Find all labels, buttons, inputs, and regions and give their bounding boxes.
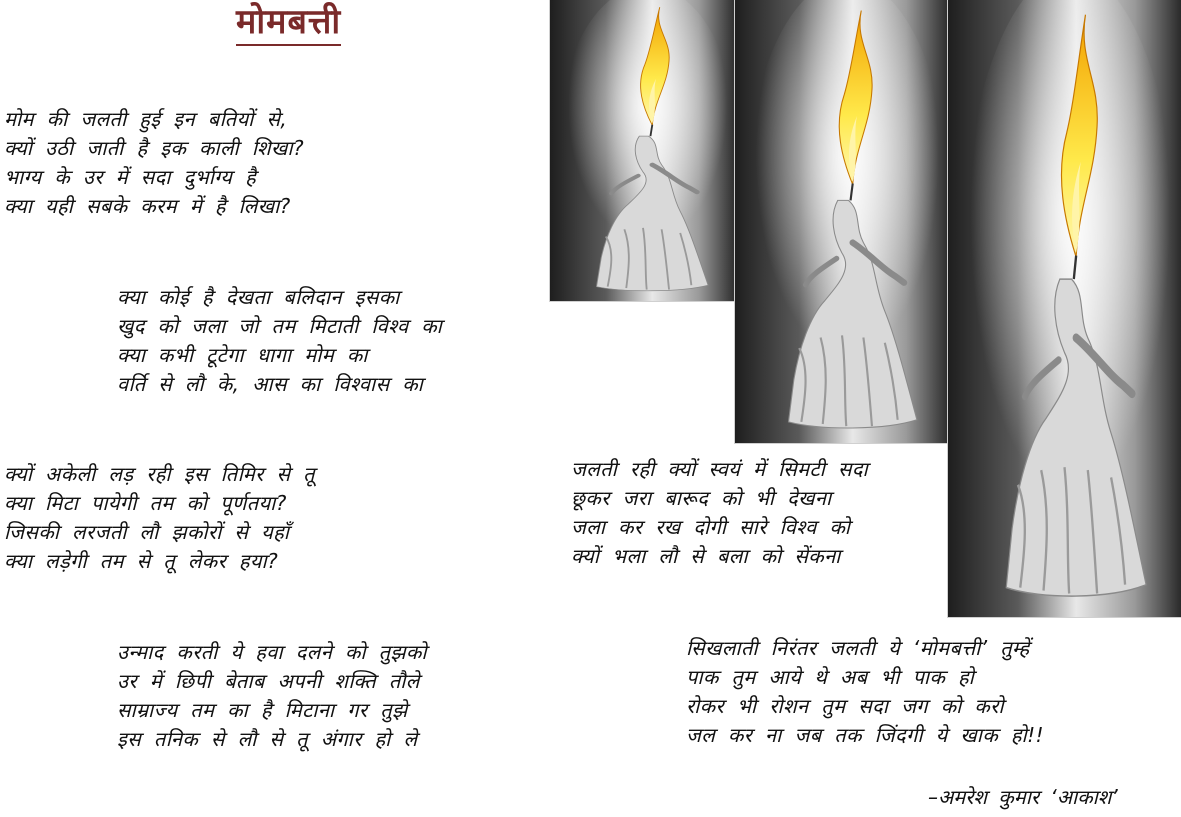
poem-line: इस तनिक से लौ से तू अंगार हो ले [117, 727, 418, 751]
poem-stanza [4, 460, 315, 576]
poem-line: क्या मिटा पायेगी तम को पूर्णतया? [4, 491, 287, 515]
poem-line: क्यों उठी जाती है इक काली शिखा? [4, 136, 304, 160]
poem-line: जला कर रख दोगी सारे विश्व को [571, 515, 851, 539]
poem-line: क्या कोई है देखता बलिदान इसका [117, 285, 400, 309]
poem-stanza [117, 283, 442, 399]
poem-line: रोकर भी रोशन तुम सदा जग को करो [686, 694, 1004, 718]
poem-stanza [117, 638, 427, 754]
poet-signature: –अमरेश कुमार ‘आकाश’ [928, 785, 1118, 809]
poem-line: खुद को जला जो तम मिटाती विश्व का [117, 314, 443, 338]
poem-title: मोमबत्ती [236, 2, 341, 46]
poem-line: जलती रही क्यों स्वयं में सिमटी सदा [571, 457, 869, 481]
poem-stanza [571, 455, 868, 571]
poem-line: भाग्य के उर में सदा दुर्भाग्य है [4, 165, 257, 189]
poem-line: उर में छिपी बेताब अपनी शक्ति तौले [117, 669, 420, 693]
candle-woman-illustration [735, 0, 949, 443]
poem-line: क्या यही सबके करम में है लिखा? [4, 194, 291, 218]
poem-line: उन्माद करती ये हवा दलने को तुझको [117, 640, 427, 664]
poem-line: जिसकी लरजती लौ झकोरों से यहाँ [4, 520, 290, 544]
candle-woman-illustration [948, 0, 1181, 617]
poem-line: पाक तुम आये थे अब भी पाक हो [686, 665, 975, 689]
poem-line: वर्ति से लौ के, आस का विश्वास का [117, 372, 424, 396]
poem-line: सिखलाती निरंतर जलती ये ‘मोमबत्ती’ तुम्हें [686, 636, 1030, 660]
poem-line: क्यों अकेली लड़ रही इस तिमिर से तू [4, 462, 315, 486]
poem-line: क्या लड़ेगी तम से तू लेकर हया? [4, 549, 279, 573]
poem-line: क्या कभी टूटेगा धागा मोम का [117, 343, 368, 367]
poem-line: छूकर जरा बारूद को भी देखना [571, 486, 832, 510]
poem-stanza [4, 105, 304, 221]
poem-line: मोम की जलती हुई इन बतियों से, [4, 107, 288, 131]
poem-line: साम्राज्य तम का है मिटाना गर तुझे [117, 698, 408, 722]
poem-line: क्यों भला लौ से बला को सेंकना [571, 544, 841, 568]
candle-woman-illustration [550, 0, 736, 301]
poem-stanza [686, 634, 1044, 750]
poem-line: जल कर ना जब तक जिंदगी ये खाक हो!! [686, 723, 1044, 747]
